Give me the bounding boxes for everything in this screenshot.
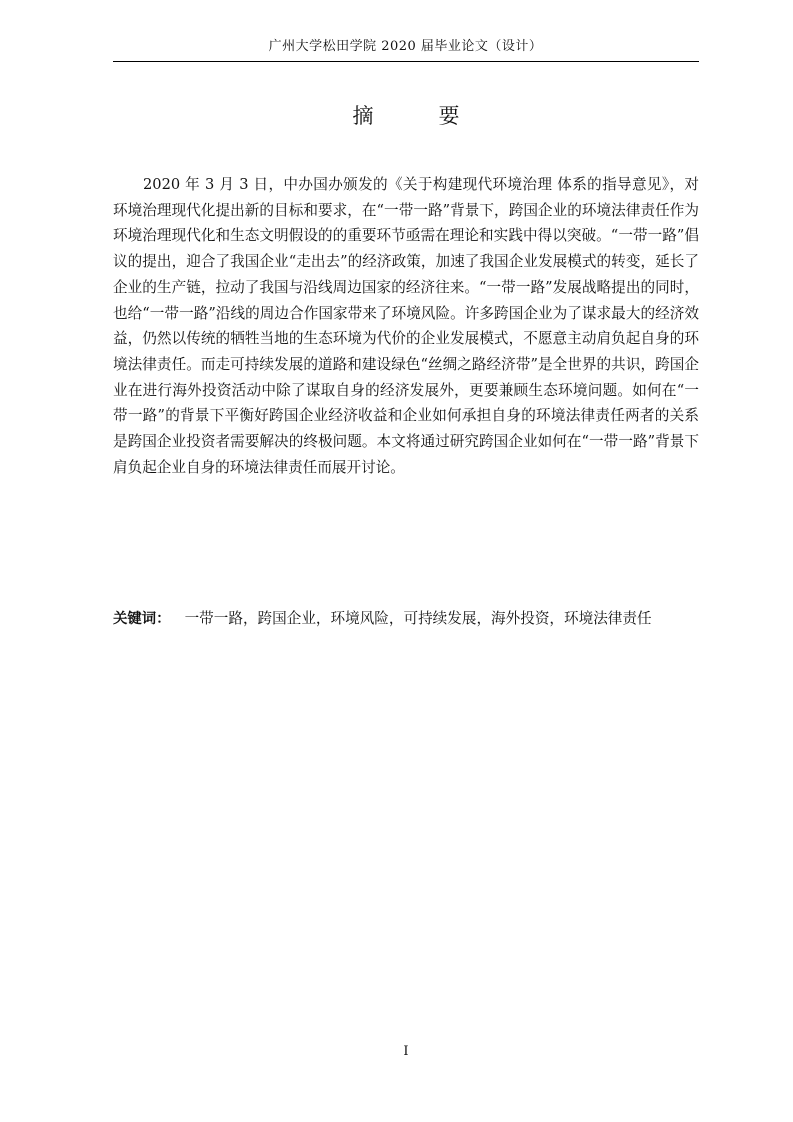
abstract-body: 2020 年 3 月 3 日，中办国办颁发的《关于构建现代环境治理 体系的指导意见》，对环境治理现代化提出新的目标和要求，在“一带一路”背景下，跨国企业的环境法律责任作为环境治理现代化和生态文明假设的的重要环节亟需在理论和实践中得以突破。“一带一路”倡议的提出，迎合了我国企业“走出去”的经济政策，加速了我国企业发展模式的转变，延长了企业的生产链，拉动了我国与沿线周边国家的经济往来。“一带一路”发展战略提出的同时，也给“一带一路”沿线的周边合作国家带来了环境风险。许多跨国企业为了谋求最大的经济效益，仍然以传统的牺牲当地的生态环境为代价的企业发展模式，不愿意主动肩负起自身的环境法律责任。而走可持续发展的道路和建设绿色“丝绸之路经济带”是全世界的共识，跨国企业在进行海外投资活动中除了谋取自身的经济发展外，更要兼顾生态环境问题。如何在“一带一路”的背景下平衡好跨国企业经济收益和企业如何承担自身的环境法律责任两者的关系是跨国企业投资者需要解决的终极问题。本文将通过研究跨国企业如何在“一带一路”背景下肩负起企业自身的环境法律责任而展开讨论。 (113, 176, 699, 476)
keywords-value: 一带一路，跨国企业，环境风险，可持续发展，海外投资，环境法律责任 (184, 610, 652, 627)
abstract-title: 摘 要 (352, 104, 482, 128)
page-number: I (403, 1044, 409, 1059)
keywords-line (113, 605, 688, 633)
keywords-label: 关键词： (113, 611, 171, 627)
page-header: 广州大学松田学院 2020 届毕业论文（设计） (268, 39, 543, 54)
header-divider (113, 61, 699, 62)
